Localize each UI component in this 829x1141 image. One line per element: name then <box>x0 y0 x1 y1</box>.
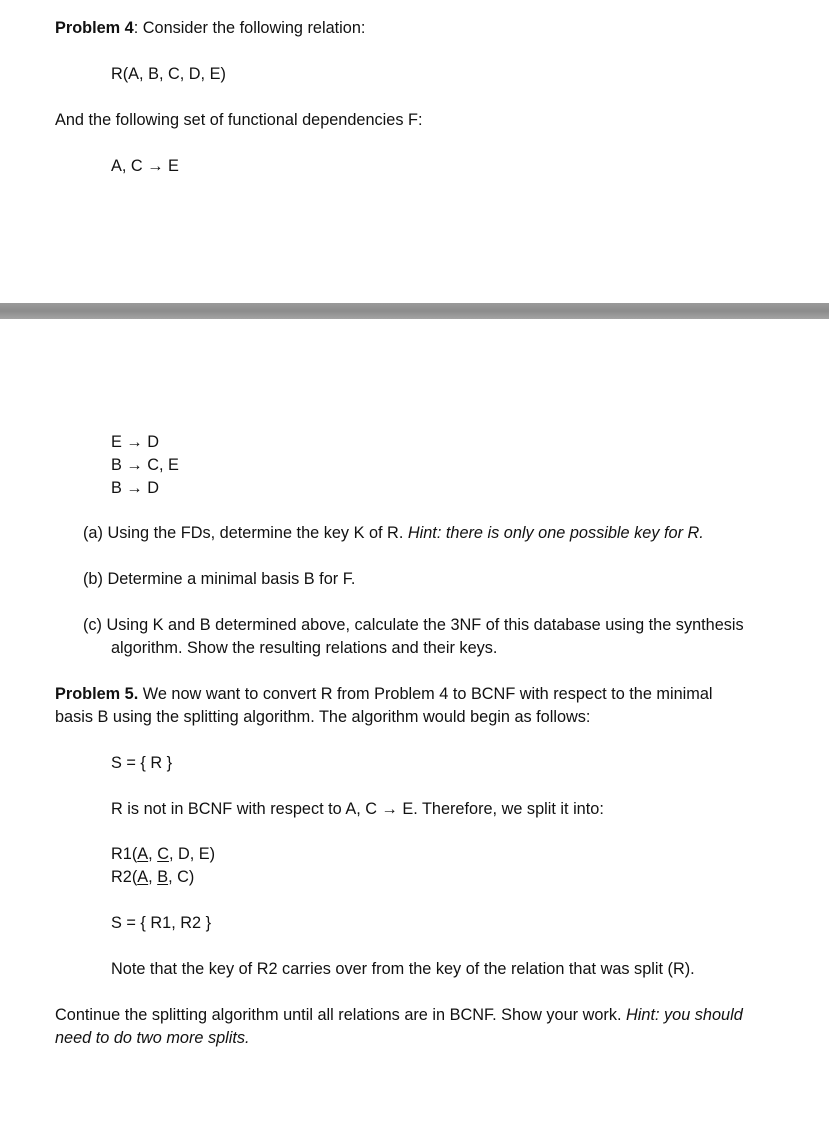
key-attribute: A <box>137 845 149 863</box>
key-attribute: C <box>157 845 169 863</box>
fd-item: B → C, E <box>111 456 179 474</box>
fd-intro: And the following set of functional dependencies F: <box>55 111 423 129</box>
fd-item: E → D <box>111 433 159 451</box>
s-initial: S = { R } <box>111 754 173 772</box>
problem4-intro: Problem 4: Consider the following relation: <box>55 19 366 37</box>
part-c-line2: algorithm. Show the resulting relations and their keys. <box>111 639 498 657</box>
part-a-hint: Hint: there is only one possible key for R. <box>407 524 704 542</box>
key-attribute: A <box>137 868 149 886</box>
continue-instruction: Continue the splitting algorithm until all relations are in BCNF. Show your work. Hint: you should <box>55 1006 743 1024</box>
continue-hint-line2: need to do two more splits. <box>55 1029 250 1047</box>
key-attribute: B <box>157 868 169 886</box>
problem4-heading: Problem 4 <box>55 19 134 37</box>
problem5-intro: Problem 5. We now want to convert R from Problem 4 to BCNF with respect to the minimal <box>55 685 713 703</box>
s-after: S = { R1, R2 } <box>111 914 212 932</box>
page-break-divider <box>0 303 829 319</box>
problem5-heading: Problem 5. <box>55 685 139 703</box>
part-b: (b) Determine a minimal basis B for F. <box>83 570 356 588</box>
relation-schema: R(A, B, C, D, E) <box>111 65 226 83</box>
fd-item: A, C → E <box>111 157 179 175</box>
relation-r1: R1(A, C, D, E) <box>111 845 216 863</box>
problem5-intro-line2: basis B using the splitting algorithm. The algorithm would begin as follows: <box>55 708 591 726</box>
relation-r2: R2(A, B, C) <box>111 868 195 886</box>
fd-item: B → D <box>111 479 159 497</box>
split-statement: R is not in BCNF with respect to A, C → E. Therefore, we split it into: <box>111 800 604 818</box>
part-a: (a) Using the FDs, determine the key K of R. Hint: there is only one possible key for R. <box>83 524 704 542</box>
note: Note that the key of R2 carries over from the key of the relation that was split (R). <box>111 960 695 978</box>
part-c: (c) Using K and B determined above, calculate the 3NF of this database using the synthesis <box>83 616 744 634</box>
